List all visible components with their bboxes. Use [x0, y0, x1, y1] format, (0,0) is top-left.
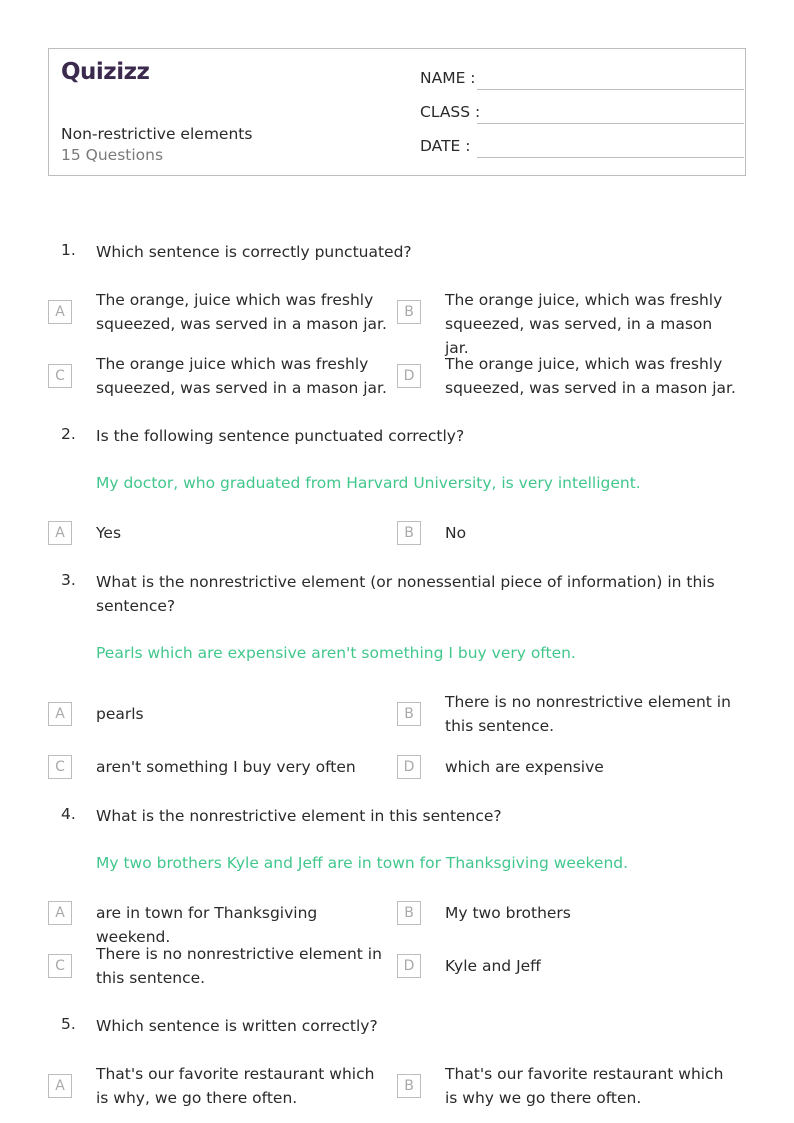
- question-sentence: My doctor, who graduated from Harvard University, is very intelligent.: [96, 474, 641, 492]
- date-field[interactable]: [420, 137, 740, 161]
- question-text: Is the following sentence punctuated correctly?: [96, 427, 465, 445]
- question-sentence: Pearls which are expensive aren't something I buy very often.: [96, 644, 576, 662]
- option-text: The orange, juice which was freshly squeezed, was served in a mason jar.: [96, 291, 387, 333]
- date-label: DATE :: [420, 137, 471, 155]
- question-text: Which sentence is correctly punctuated?: [96, 243, 412, 261]
- option-letter-box[interactable]: A: [48, 702, 72, 726]
- date-line: [477, 157, 744, 158]
- option-text: which are expensive: [445, 758, 604, 776]
- question-text: What is the nonrestrictive element in this sentence?: [96, 807, 502, 825]
- option-text: There is no nonrestrictive element in this sentence.: [445, 693, 731, 735]
- option-letter-box[interactable]: B: [397, 1074, 421, 1098]
- option-letter-box[interactable]: A: [48, 901, 72, 925]
- option-text: That's our favorite restaurant which is why we go there often.: [445, 1065, 724, 1107]
- option-letter-box[interactable]: D: [397, 364, 421, 388]
- option-text: There is no nonrestrictive element in this sentence.: [96, 945, 382, 987]
- question-number: 1.: [61, 241, 76, 259]
- option-text: pearls: [96, 705, 144, 723]
- question-text: Which sentence is written correctly?: [96, 1017, 378, 1035]
- worksheet-header: [48, 48, 746, 176]
- question-sentence: My two brothers Kyle and Jeff are in town for Thanksgiving weekend.: [96, 854, 629, 872]
- name-line: [477, 89, 744, 90]
- option-letter-box[interactable]: A: [48, 300, 72, 324]
- option-letter-box[interactable]: A: [48, 521, 72, 545]
- quizizz-logo: Quizizz: [61, 59, 150, 85]
- class-line: [477, 123, 744, 124]
- option-letter-box[interactable]: B: [397, 702, 421, 726]
- class-label: CLASS :: [420, 103, 481, 121]
- option-text: No: [445, 524, 467, 542]
- option-text: That's our favorite restaurant which is why, we go there often.: [96, 1065, 375, 1107]
- option-letter-box[interactable]: B: [397, 300, 421, 324]
- option-letter-box[interactable]: B: [397, 901, 421, 925]
- question-number: 4.: [61, 805, 76, 823]
- option-letter-box[interactable]: D: [397, 755, 421, 779]
- option-text: My two brothers: [445, 904, 571, 922]
- option-letter-box[interactable]: A: [48, 1074, 72, 1098]
- name-field[interactable]: [420, 69, 740, 93]
- option-text: The orange juice which was freshly squeezed, was served in a mason jar.: [96, 355, 387, 397]
- option-letter-box[interactable]: C: [48, 954, 72, 978]
- option-letter-box[interactable]: C: [48, 755, 72, 779]
- option-letter-box[interactable]: D: [397, 954, 421, 978]
- option-text: The orange juice, which was freshly squeezed, was served in a mason jar.: [445, 355, 736, 397]
- option-text: Yes: [96, 524, 122, 542]
- option-text: are in town for Thanksgiving weekend.: [96, 904, 318, 946]
- option-letter-box[interactable]: B: [397, 521, 421, 545]
- question-number: 5.: [61, 1015, 76, 1033]
- question-count: 15 Questions: [61, 146, 164, 164]
- option-letter-box[interactable]: C: [48, 364, 72, 388]
- option-text: Kyle and Jeff: [445, 957, 541, 975]
- question-number: 2.: [61, 425, 76, 443]
- option-text: aren't something I buy very often: [96, 758, 356, 776]
- question-text: What is the nonrestrictive element (or nonessential piece of information) in this sentence?: [96, 573, 715, 615]
- worksheet-title: Non-restrictive elements: [61, 125, 253, 143]
- question-number: 3.: [61, 571, 76, 589]
- name-label: NAME :: [420, 69, 476, 87]
- option-text: The orange juice, which was freshly squeezed, was served, in a mason jar.: [445, 291, 723, 357]
- class-field[interactable]: [420, 103, 740, 127]
